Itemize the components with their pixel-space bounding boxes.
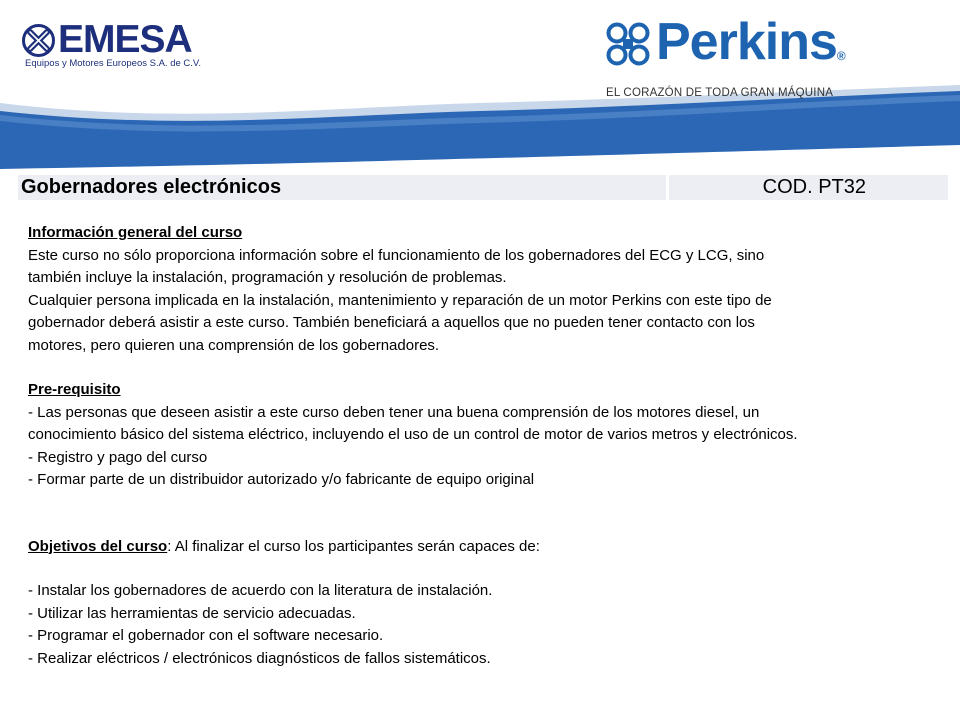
objectives-heading: Objetivos del curso — [28, 537, 168, 555]
registered-mark: ® — [836, 49, 845, 63]
course-title-cell — [18, 175, 666, 200]
objectives-intro-line — [28, 536, 938, 559]
prereq-line: - Registro y pago del curso — [28, 448, 208, 466]
spacer — [28, 492, 938, 536]
perkins-wordmark — [656, 12, 845, 72]
course-content — [28, 222, 938, 670]
prereq-heading: Pre-requisito — [28, 381, 121, 398]
general-info-line: Este curso no sólo proporciona información sobre el funcionamiento de los gobernadores del ECG y LCG, sino — [28, 246, 765, 264]
prereq-line: - Las personas que deseen asistir a este curso deben tener una buena comprensión de los motores diesel, un — [28, 403, 760, 421]
objectives-line: - Instalar los gobernadores de acuerdo con la literatura de instalación. — [28, 582, 493, 599]
perkins-logo — [604, 13, 874, 103]
objectives-line: - Programar el gobernador con el software necesario. — [28, 627, 384, 644]
perkins-name: Perkins — [656, 13, 837, 71]
perkins-tagline: EL CORAZÓN DE TODA GRAN MÁQUINA — [606, 87, 834, 99]
prereq-line: - Formar parte de un distribuidor autorizado y/o fabricante de equipo original — [28, 471, 535, 488]
general-info-line: motores, pero quieren una comprensión de los gobernadores. — [28, 336, 440, 354]
general-info-line: gobernador deberá asistir a este curso. También beneficiará a aquellos que no pueden tener contacto con los — [28, 314, 755, 331]
emesa-emblem-icon — [22, 24, 55, 57]
emesa-tagline: Equipos y Motores Europeos S.A. de C.V. — [25, 58, 202, 69]
objectives-line: - Utilizar las herramientas de servicio adecuadas. — [28, 604, 356, 622]
course-title-bar — [18, 175, 948, 200]
general-info-heading: Información general del curso — [28, 224, 243, 241]
emesa-logo — [22, 18, 202, 75]
course-code-cell — [669, 175, 948, 200]
spacer — [28, 357, 938, 379]
course-code: COD. PT32 — [762, 176, 866, 198]
objectives-intro: : Al finalizar el curso los participantes serán capaces de: — [167, 537, 540, 555]
course-title: Gobernadores electrónicos — [21, 176, 282, 198]
header — [0, 0, 960, 175]
general-info-line: también incluye la instalación, programación y resolución de problemas. — [28, 269, 507, 286]
prereq-line: conocimiento básico del sistema eléctrico, incluyendo el uso de un control de motor de varios metros y electrónicos. — [28, 426, 798, 443]
emesa-wordmark: EMESA — [58, 18, 192, 61]
spacer — [28, 558, 938, 580]
general-info-line: Cualquier persona implicada en la instalación, mantenimiento y reparación de un motor Perkins con este tipo de — [28, 291, 772, 309]
objectives-line: - Realizar eléctricos / electrónicos diagnósticos de fallos sistemáticos. — [28, 649, 491, 667]
perkins-emblem-icon — [604, 20, 652, 68]
